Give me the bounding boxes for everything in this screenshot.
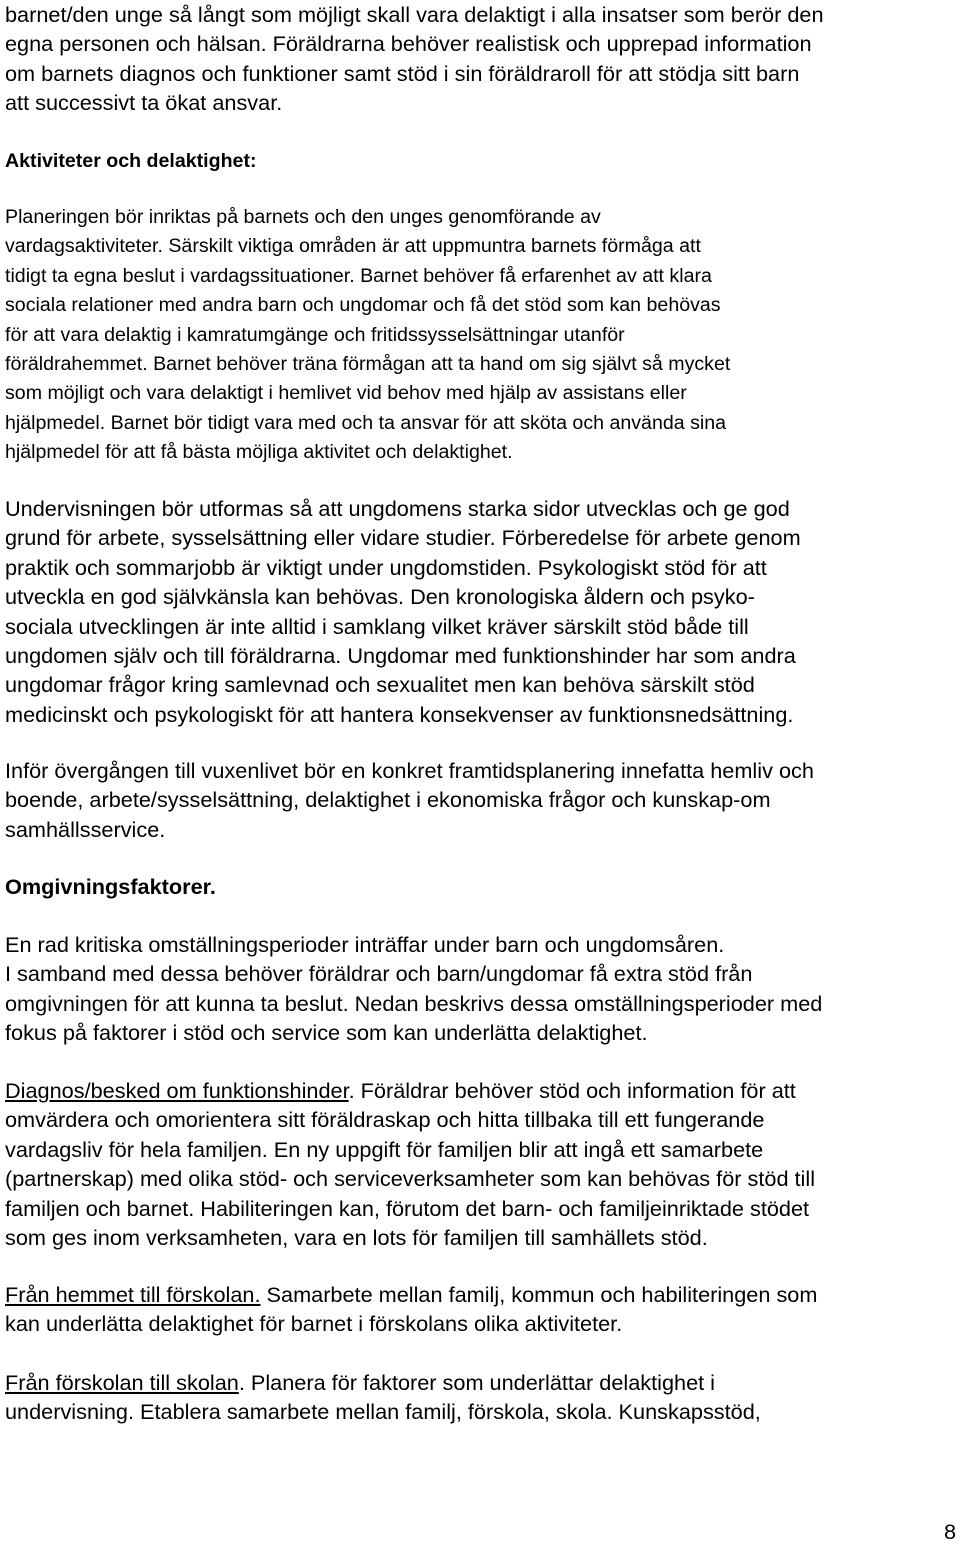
text-line: Inför övergången till vuxenlivet bör en konkret framtidsplanering innefatta hemliv och [5, 758, 814, 783]
text-line [5, 1280, 817, 1309]
school-subheading: Från förskolan till skolan [5, 1370, 239, 1395]
text-line: barnet/den unge så långt som möjligt skall vara delaktigt i alla insatser som berör den [5, 2, 824, 27]
text-line: boende, arbete/sysselsättning, delaktighet i ekonomiska frågor och kunskap-om [5, 787, 771, 813]
text-line: hjälpmedel. Barnet bör tidigt vara med och ta ansvar för att sköta och använda sina [5, 411, 727, 434]
text-line: sociala relationer med andra barn och ungdomar och få det stöd som kan behövas [5, 294, 721, 317]
text-line: tidigt ta egna beslut i vardagssituationer. Barnet behöver få erfarenhet av att klara [5, 264, 712, 287]
text-line: samhällsservice. [5, 816, 166, 842]
text-line: medicinskt och psykologiskt för att hantera konsekvenser av funktionsnedsättning. [5, 701, 794, 727]
text-line: En rad kritiska omställningsperioder inträffar under barn och ungdomsåren. [5, 932, 725, 957]
text-line: familjen och barnet. Habiliteringen kan, förutom det barn- och familjeinriktade stödet [5, 1195, 810, 1221]
text-fragment: Samarbete mellan familj, kommun och habiliteringen som [260, 1282, 818, 1307]
text-line: Undervisningen bör utformas så att ungdomens starka sidor utvecklas och ge god [5, 496, 790, 521]
text-line: (partnerskap) med olika stöd- och serviceverksamheter som kan behövas för stöd till [5, 1166, 816, 1192]
education-paragraph [5, 494, 801, 729]
diagnosis-paragraph [5, 1076, 815, 1252]
environment-paragraph [5, 930, 822, 1048]
text-line: Planeringen bör inriktas på barnets och den unges genomförande av [5, 206, 601, 228]
text-line: föräldrahemmet. Barnet behöver träna förmågan att ta hand om sig självt så mycket [5, 353, 731, 376]
text-line [5, 1076, 815, 1105]
text-line: ungdomar frågor kring samlevnad och sexualitet men kan behöva särskilt stöd [5, 672, 755, 698]
text-line: kan underlätta delaktighet för barnet i förskolans olika aktiviteter. [5, 1311, 623, 1337]
diagnosis-subheading: Diagnos/besked om funktionshinder [5, 1078, 349, 1103]
text-line: vardagsliv för hela familjen. En ny uppgift för familjen blir att ingå ett samarbete [5, 1136, 764, 1162]
text-line: omgivningen för att kunna ta beslut. Nedan beskrivs dessa omställningsperioder med [5, 990, 823, 1016]
text-line: som möjligt och vara delaktigt i hemlivet vid behov med hjälp av assistans eller [5, 382, 687, 405]
text-line: utveckla en god självkänsla kan behövas. Den kronologiska åldern och psyko- [5, 584, 755, 610]
text-line: för att vara delaktig i kamratumgänge och fritidssysselsättningar utanför [5, 323, 625, 346]
text-line: som ges inom verksamheten, vara en lots för familjen till samhällets stöd. [5, 1225, 708, 1251]
text-line: att successivt ta ökat ansvar. [5, 90, 283, 116]
text-line: grund för arbete, sysselsättning eller vidare studier. Förberedelse för arbete genom [5, 525, 801, 551]
section-heading-environment: Omgivningsfaktorer. [5, 874, 216, 899]
text-line: undervisning. Etablera samarbete mellan familj, förskola, skola. Kunskapsstöd, [5, 1399, 761, 1425]
text-line: praktik och sommarjobb är viktigt under ungdomstiden. Psykologiskt stöd för att [5, 554, 767, 580]
section-heading-activities: Aktiviteter och delaktighet: [5, 150, 257, 172]
text-fragment: . Planera för faktorer som underlättar delaktighet i [238, 1370, 716, 1395]
text-line: egna personen och hälsan. Föräldrarna behöver realistisk och upprepad information [5, 31, 812, 57]
intro-paragraph [5, 0, 824, 118]
page-number: 8 [943, 1519, 956, 1544]
transition-paragraph [5, 756, 814, 844]
text-line: fokus på faktorer i stöd och service som kan underlätta delaktighet. [5, 1020, 648, 1046]
text-line: om barnets diagnos och funktioner samt stöd i sin föräldraroll för att stödja sitt barn [5, 60, 800, 86]
text-line: omvärdera och omorientera sitt föräldraskap och hitta tillbaka till ett fungerande [5, 1107, 765, 1133]
text-line [5, 1368, 761, 1397]
preschool-paragraph [5, 1280, 817, 1339]
text-line: sociala utvecklingen är inte alltid i samklang vilket kräver särskilt stöd både till [5, 613, 749, 639]
preschool-subheading: Från hemmet till förskolan. [5, 1282, 261, 1307]
text-line: I samband med dessa behöver föräldrar och barn/ungdomar få extra stöd från [5, 961, 753, 987]
text-line: hjälpmedel för att få bästa möjliga aktivitet och delaktighet. [5, 441, 513, 464]
text-line: ungdomen själv och till föräldrarna. Ungdomar med funktionshinder har som andra [5, 643, 796, 669]
activities-paragraph [5, 203, 730, 468]
school-paragraph [5, 1368, 761, 1427]
text-fragment: . Föräldrar behöver stöd och information för att [348, 1078, 796, 1103]
text-line: vardagsaktiviteter. Särskilt viktiga områden är att uppmuntra barnets förmåga att [5, 235, 701, 258]
